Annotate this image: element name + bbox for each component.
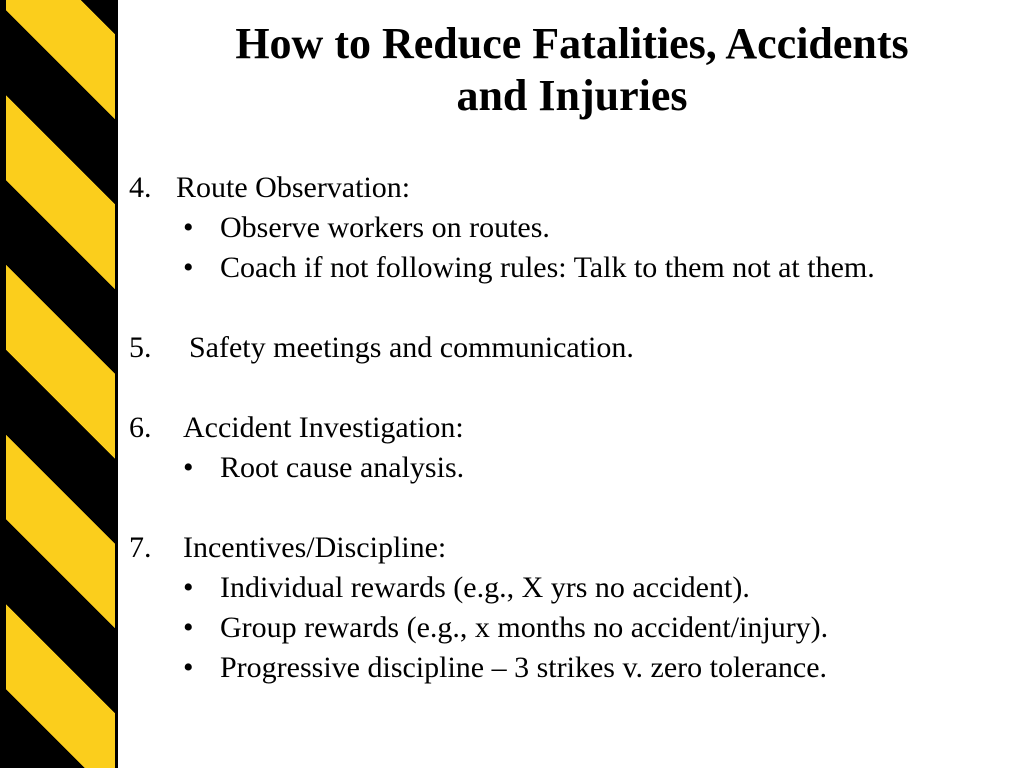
bullet-item: [129, 608, 1009, 648]
bullet-item: [129, 248, 1009, 288]
title-line-2: and Injuries: [456, 71, 688, 120]
bullet-dot-icon: •: [183, 611, 194, 644]
list-item-route-observation: [129, 168, 1009, 208]
bullet-item: [129, 208, 1009, 248]
slide-body: [129, 168, 1009, 688]
title-line-1: How to Reduce Fatalities, Accidents: [235, 19, 909, 68]
bullet-item: [129, 448, 1009, 488]
spacer: [129, 488, 1009, 528]
stripe-border-left: [0, 0, 6, 768]
list-item-safety-meetings: [129, 328, 1009, 368]
list-item-incentives-discipline: [129, 528, 1009, 568]
item-label: Incentives/Discipline:: [183, 531, 447, 564]
bullet-dot-icon: •: [183, 211, 194, 244]
item-label: Route Observation:: [176, 171, 411, 204]
item-number: 5.: [129, 331, 152, 364]
item-number: 6.: [129, 411, 152, 444]
item-number: 4.: [129, 171, 152, 204]
bullet-text: Coach if not following rules: Talk to them not at them.: [220, 251, 875, 284]
bullet-text: Root cause analysis.: [220, 451, 465, 484]
bullet-dot-icon: •: [183, 651, 194, 684]
bullet-dot-icon: •: [183, 251, 194, 284]
bullet-text: Individual rewards (e.g., X yrs no accident).: [220, 571, 750, 604]
bullet-dot-icon: •: [183, 571, 194, 604]
bullet-text: Progressive discipline – 3 strikes v. zero tolerance.: [220, 651, 828, 684]
item-label: Safety meetings and communication.: [189, 331, 634, 364]
slide-title: [140, 18, 1004, 122]
item-number: 7.: [129, 531, 152, 564]
stripe-border-right: [115, 0, 118, 768]
bullet-text: Observe workers on routes.: [220, 211, 550, 244]
bullet-item: [129, 648, 1009, 688]
bullet-text: Group rewards (e.g., x months no accident/injury).: [220, 611, 829, 644]
hazard-stripe-decoration: [0, 0, 118, 768]
bullet-dot-icon: •: [183, 451, 194, 484]
spacer: [129, 288, 1009, 328]
item-label: Accident Investigation:: [183, 411, 464, 444]
list-item-accident-investigation: [129, 408, 1009, 448]
spacer: [129, 368, 1009, 408]
bullet-item: [129, 568, 1009, 608]
